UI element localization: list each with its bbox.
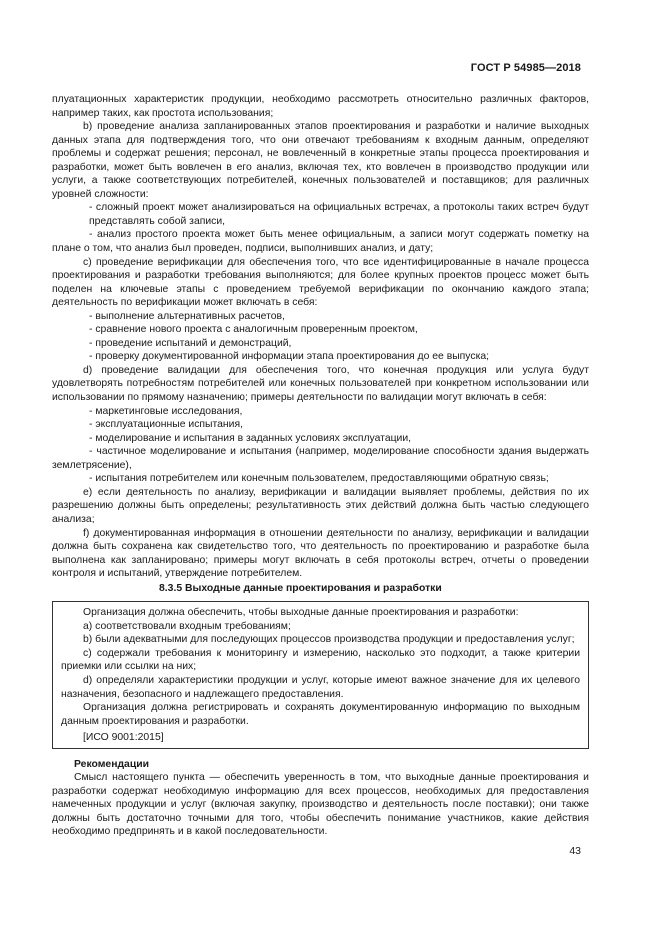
paragraph-e: e) если деятельность по анализу, верификации и валидации выявляет проблемы, действия по их разрешению должны быть определены; результативность этих действий должна быть частью следующего анализа; — [52, 486, 589, 525]
list-item-b-2: - анализ простого проекта может быть менее официальным, а записи могут содержать пометку на плане о том, что анализ был проведен, подписи, выполнивших анализ, и дату; — [52, 229, 589, 255]
document-code: ГОСТ Р 54985—2018 — [470, 62, 581, 74]
box-item-b: b) были адекватными для последующих процессов производства продукции и предоставления услуг; — [83, 634, 575, 646]
page-body — [52, 93, 589, 839]
paragraph-f: f) документированная информация в отношении деятельности по анализу, верификации и валидации должна быть сохранена как свидетельство того, что деятельность по проектированию и разработке была выполнена как запланировано; примеры могут включать в себя протоколы встреч, отчеты о проведении контроля и испытаний, утверждение потребителем. — [52, 527, 589, 580]
standard-quote-box — [52, 601, 589, 748]
box-item-d: d) определяли характеристики продукции и услуг, которые имеют важное значение для их целевого назначения, безопасного и надлежащего предоставления. — [61, 674, 580, 700]
list-item-c-3: - проведение испытаний и демонстраций, — [89, 337, 292, 349]
page-number: 43 — [569, 845, 581, 857]
list-item-d-4: - частичное моделирование и испытания (например, моделирование способности здания выдержать землетрясение), — [52, 446, 589, 471]
paragraph-continuation: плуатационных характеристик продукции, необходимо рассмотреть относительно различных факторов, например таких, как простота использования; — [52, 94, 589, 119]
box-item-a: a) соответствовали входным требованиям; — [83, 620, 291, 632]
list-item-c-4: - проверку документированной информации этапа проектирования до ее выпуска; — [89, 351, 490, 363]
list-item-d-3: - моделирование и испытания в заданных условиях эксплуатации, — [89, 432, 412, 444]
section-heading: 8.3.5 Выходные данные проектирования и разработки — [159, 582, 442, 594]
recommendations-section — [52, 758, 589, 839]
paragraph-d: d) проведение валидации для обеспечения того, что конечная продукция или услуга будут удовлетворять потребностям потребителей или конечных пользователей при конкретном использовании или использовании по прямому назначению; примеры деятельности по валидации могут включать в себя: — [52, 364, 589, 404]
list-item-d-2: - эксплуатационные испытания, — [89, 419, 243, 431]
box-item-c: c) содержали требования к мониторингу и измерению, насколько это подходит, а также критерии приемки или ссылки на них; — [61, 647, 580, 673]
box-closing: Организация должна регистрировать и сохранять документированную информацию по выходным данным проектирования и разработки. — [61, 702, 580, 727]
list-item-d-1: - маркетинговые исследования, — [89, 405, 243, 417]
recommendations-title: Рекомендации — [74, 758, 150, 770]
paragraph-c: c) проведение верификации для обеспечения того, что все идентифицированные в начале процесса проектирования и разработки требования выполняются; для более крупных проектов процесс может быть поделен на ключевые этапы с проведением требуемой верификации по окончанию каждого этапа; деятельность по верификации может включать в себя: — [52, 256, 589, 309]
box-reference: [ИСО 9001:2015] — [83, 732, 164, 744]
recommendations-text: Смысл настоящего пункта — обеспечить уверенность в том, что выходные данные проектирования и разработки содержат необходимую информацию для всех процессов, необходимых для предоставления намеченных продукции и услуг (включая закупку, производство и деятельность после поставки); они также должны быть достаточно точными для того, чтобы обеспечить понимание участников, какие действия необходимо предпринять и в какой последовательности. — [52, 772, 589, 838]
list-item-c-1: - выполнение альтернативных расчетов, — [89, 310, 285, 322]
paragraph-b: b) проведение анализа запланированных этапов проектирования и разработки и наличие выходных данных этапа для подтверждения того, что они отвечают требованиям к входным данным, определяют проблемы и содержат решения; персонал, не вовлеченный в конкретные этапы процесса проектирования и разработки, может быть вовлечен в его анализ, включая тех, кто вовлечен в производство продукции или услуги, а также соответствующих потребителей, конечных пользователей и поставщиков; для различных уровней сложности: — [52, 121, 589, 200]
box-intro: Организация должна обеспечить, чтобы выходные данные проектирования и разработки: — [83, 607, 519, 619]
list-item-d-5: - испытания потребителем или конечным пользователем, предоставляющими обратную связь; — [89, 473, 549, 485]
list-item-b-1: - сложный проект может анализироваться на официальных встречах, а протоколы таких встреч будут представлять собой записи, — [89, 202, 589, 227]
list-item-c-2: - сравнение нового проекта с аналогичным проверенным проектом, — [89, 324, 418, 336]
